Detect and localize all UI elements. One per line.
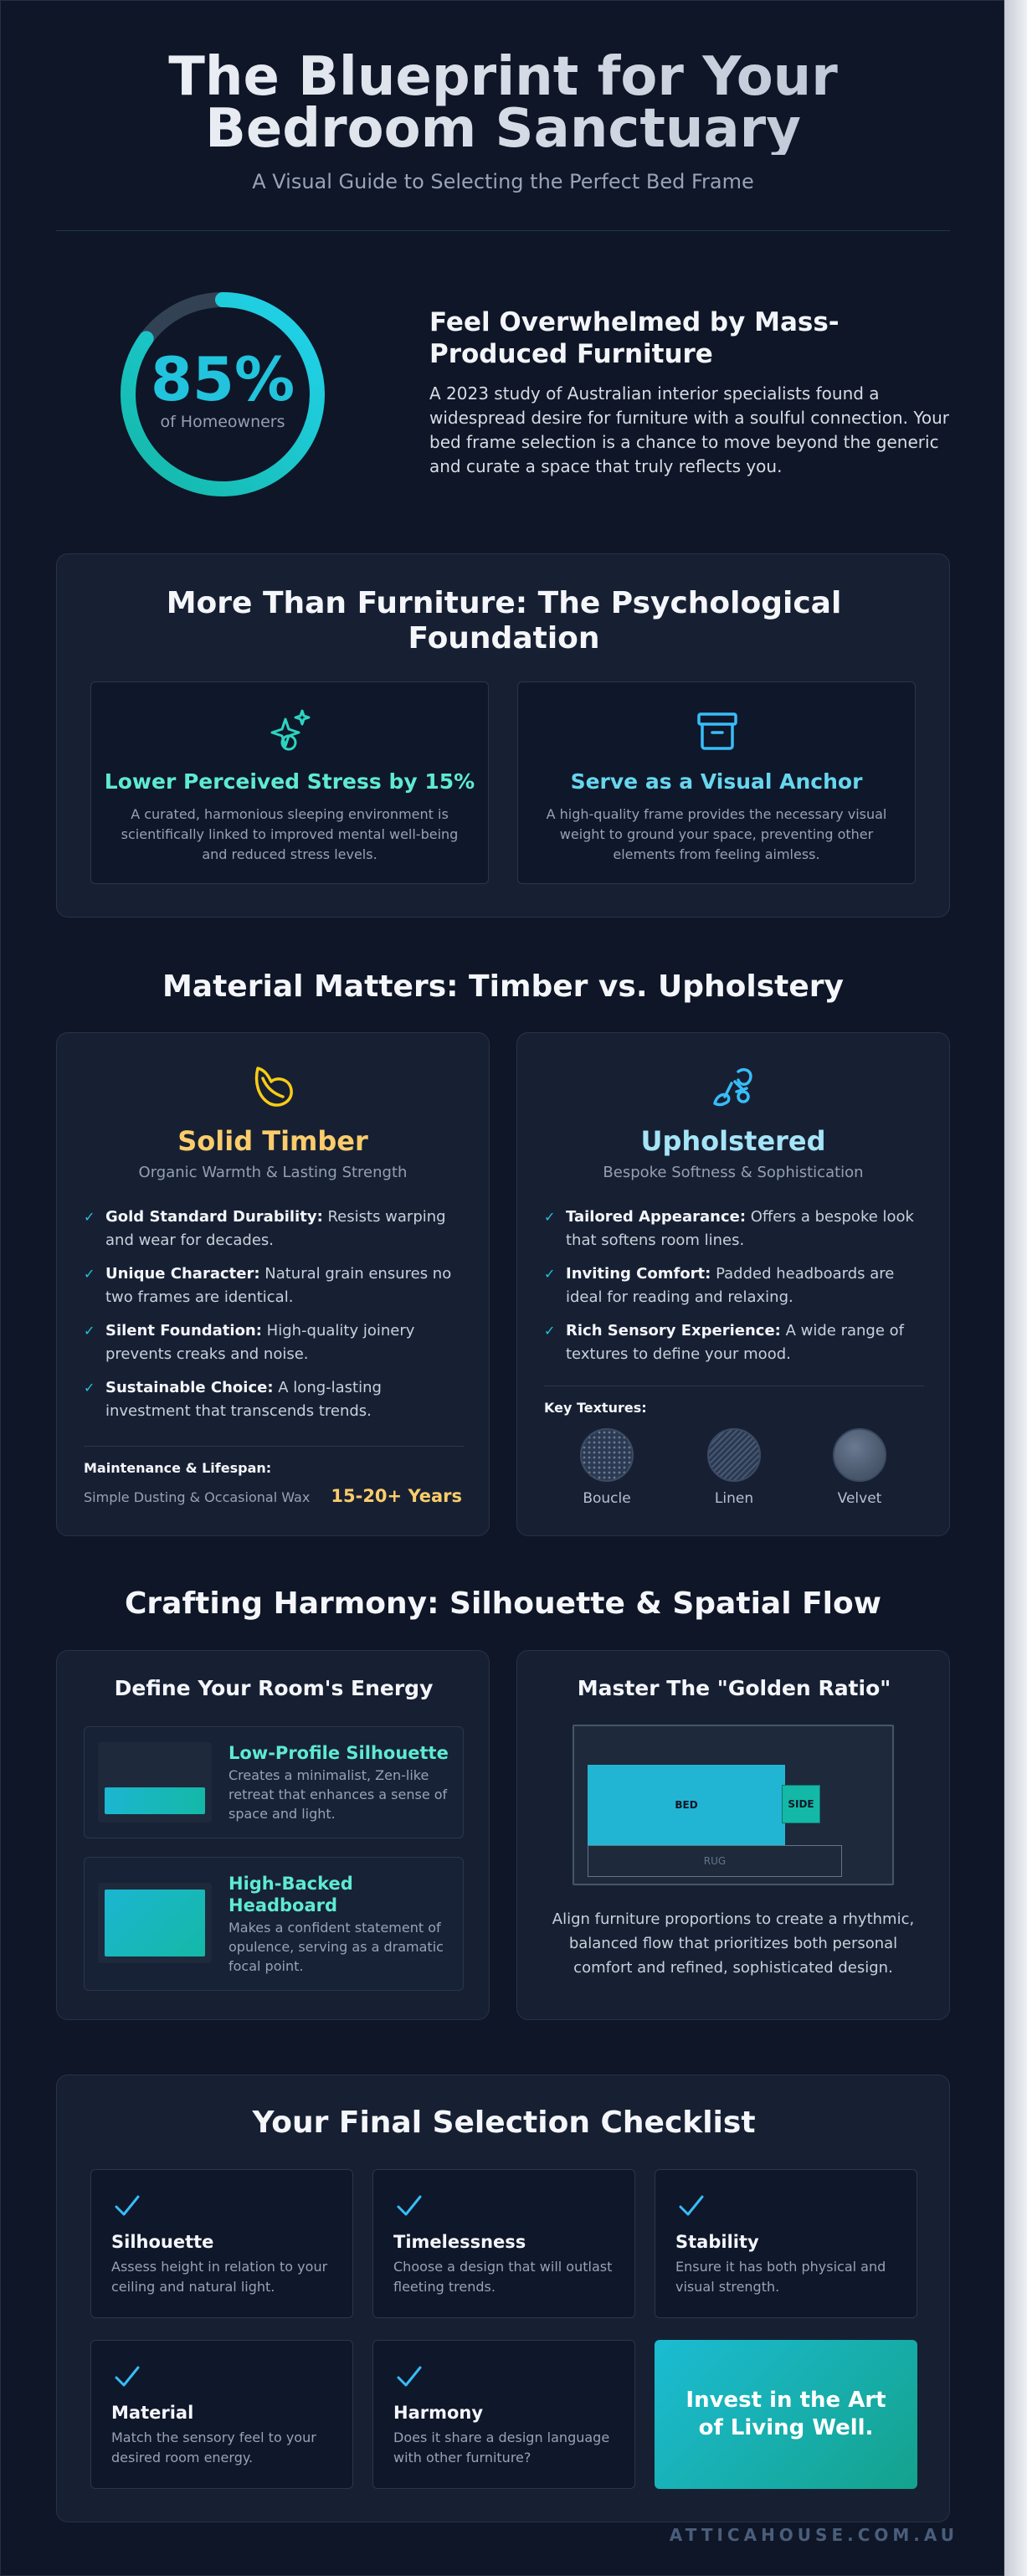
velvet-swatch bbox=[833, 1428, 886, 1482]
benefit-text: Natural grain ensures no two frames are identical. bbox=[105, 1265, 452, 1306]
list-item bbox=[84, 1376, 464, 1423]
psych-card-text: A high-quality frame provides the necessary visual weight to ground your space, preventing other elements from feeling aimless. bbox=[546, 806, 887, 862]
list-item bbox=[544, 1262, 924, 1309]
list-item bbox=[84, 1206, 464, 1252]
checklist-item-material bbox=[90, 2340, 353, 2489]
sparkles-icon bbox=[264, 704, 317, 758]
benefit-title: Unique Character: bbox=[105, 1265, 260, 1283]
checklist-item-text: Ensure it has both physical and visual strength. bbox=[675, 2259, 886, 2295]
leaf-icon bbox=[246, 1058, 301, 1113]
checklist-item-harmony bbox=[372, 2340, 635, 2489]
bed-block bbox=[588, 1765, 785, 1845]
boucle-swatch bbox=[580, 1428, 634, 1482]
psych-card-text: A curated, harmonious sleeping environment is scientifically linked to improved mental well-being and reduced stress levels. bbox=[121, 806, 459, 862]
intro-heading: Feel Overwhelmed by Mass-Produced Furniture bbox=[429, 307, 840, 369]
rug-block bbox=[588, 1845, 842, 1877]
checklist-item-title: Timelessness bbox=[393, 2232, 526, 2252]
side-label: SIDE bbox=[788, 1798, 814, 1810]
benefit-title: Silent Foundation: bbox=[105, 1322, 262, 1339]
lifespan-value: 15-20+ Years bbox=[331, 1486, 462, 1506]
benefit-text: A wide range of textures to define your mood. bbox=[566, 1322, 904, 1363]
benefit-text: A long-lasting investment that transcends trends. bbox=[105, 1379, 382, 1420]
benefit-text: High-quality joinery prevents creaks and noise. bbox=[105, 1322, 415, 1363]
side-table-block bbox=[782, 1785, 820, 1823]
materials-title: Material Matters: Timber vs. Upholstery bbox=[162, 969, 845, 1004]
checklist-item-stability bbox=[655, 2169, 917, 2318]
checkmark-icon bbox=[113, 2363, 141, 2391]
textures-label: Key Textures: bbox=[544, 1400, 647, 1416]
check-icon: ✓ bbox=[544, 1266, 556, 1282]
benefit-title: Inviting Comfort: bbox=[566, 1265, 711, 1283]
psych-card-title: Lower Perceived Stress by 15% bbox=[104, 769, 475, 794]
upholstered-panel bbox=[516, 1032, 950, 1536]
timber-name: Solid Timber bbox=[177, 1125, 368, 1157]
benefit-text: Resists warping and wear for decades. bbox=[105, 1208, 446, 1249]
room-energy-title: Define Your Room's Energy bbox=[114, 1676, 434, 1700]
checklist-panel bbox=[56, 2075, 950, 2522]
room-energy-panel bbox=[56, 1650, 490, 2020]
benefit-title: Sustainable Choice: bbox=[105, 1379, 274, 1396]
checklist-item-text: Match the sensory feel to your desired room energy. bbox=[111, 2429, 316, 2465]
psych-card-stress bbox=[90, 681, 489, 884]
maintenance-text: Simple Dusting & Occasional Wax bbox=[84, 1489, 311, 1505]
harmony-title: Crafting Harmony: Silhouette & Spatial Flow bbox=[125, 1586, 881, 1621]
upholstered-benefits-list bbox=[544, 1206, 924, 1376]
linen-swatch bbox=[707, 1428, 761, 1482]
checklist-item-title: Harmony bbox=[393, 2403, 484, 2423]
upholstered-name: Upholstered bbox=[640, 1125, 826, 1157]
list-item bbox=[84, 1319, 464, 1366]
golden-ratio-panel bbox=[516, 1650, 950, 2020]
checklist-item-silhouette bbox=[90, 2169, 353, 2318]
checklist-item-text: Does it share a design language with other furniture? bbox=[393, 2429, 610, 2465]
checklist-title: Your Final Selection Checklist bbox=[252, 2106, 756, 2140]
check-icon: ✓ bbox=[544, 1323, 556, 1339]
cta-banner: Invest in the Art of Living Well. bbox=[655, 2340, 917, 2489]
hero-divider bbox=[56, 230, 950, 231]
checklist-item-text: Choose a design that will outlast fleeting trends. bbox=[393, 2259, 613, 2295]
room-layout-diagram bbox=[573, 1725, 894, 1885]
high-back-card bbox=[84, 1857, 464, 1991]
check-icon: ✓ bbox=[544, 1209, 556, 1225]
checkmark-icon bbox=[395, 2192, 424, 2220]
page-title: The Blueprint for Your Bedroom Sanctuary bbox=[51, 51, 955, 155]
list-item bbox=[84, 1262, 464, 1309]
footer-domain: ATTICAHOUSE.COM.AU bbox=[669, 2525, 958, 2545]
golden-ratio-title: Master The "Golden Ratio" bbox=[577, 1676, 891, 1700]
benefit-text: Offers a bespoke look that softens room lines. bbox=[566, 1208, 914, 1249]
psych-card-title: Serve as a Visual Anchor bbox=[570, 769, 863, 794]
intro-text: A 2023 study of Australian interior specialists found a widespread desire for furniture with a soulful connection. Your bed frame selection is a chance to move beyond the generic and curate a space that truly reflects you. bbox=[429, 383, 950, 476]
psychology-title: More Than Furniture: The Psychological Foundation bbox=[166, 586, 842, 656]
list-item bbox=[544, 1206, 924, 1252]
page-subtitle: A Visual Guide to Selecting the Perfect Bed Frame bbox=[252, 170, 754, 193]
checklist-item-title: Stability bbox=[675, 2232, 759, 2252]
texture-label: Velvet bbox=[837, 1490, 882, 1507]
checkmark-icon bbox=[113, 2192, 141, 2220]
silhouette-title: High-Backed Headboard bbox=[229, 1874, 353, 1915]
silhouette-title: Low-Profile Silhouette bbox=[229, 1743, 449, 1763]
silhouette-text: Creates a minimalist, Zen-like retreat that enhances a sense of space and light. bbox=[229, 1767, 448, 1822]
low-profile-illustration bbox=[98, 1742, 212, 1823]
check-icon: ✓ bbox=[84, 1380, 95, 1396]
check-icon: ✓ bbox=[84, 1323, 95, 1339]
brush-icon bbox=[706, 1058, 762, 1113]
checklist-item-title: Silhouette bbox=[111, 2232, 214, 2252]
checkmark-icon bbox=[395, 2363, 424, 2391]
checkmark-icon bbox=[677, 2192, 706, 2220]
archive-box-icon bbox=[691, 704, 744, 758]
rug-label: RUG bbox=[703, 1855, 727, 1867]
checklist-item-timelessness bbox=[372, 2169, 635, 2318]
high-bed-shape bbox=[105, 1890, 205, 1956]
texture-label: Linen bbox=[714, 1490, 754, 1507]
low-profile-card bbox=[84, 1726, 464, 1838]
timber-tagline: Organic Warmth & Lasting Strength bbox=[138, 1164, 408, 1181]
checklist-item-text: Assess height in relation to your ceiling and natural light. bbox=[111, 2259, 328, 2295]
upholstered-tagline: Bespoke Softness & Sophistication bbox=[603, 1164, 864, 1181]
maintenance-label: Maintenance & Lifespan: bbox=[84, 1460, 272, 1476]
low-bed-shape bbox=[105, 1787, 205, 1814]
texture-label: Boucle bbox=[583, 1490, 631, 1507]
timber-divider bbox=[84, 1446, 464, 1447]
benefit-title: Gold Standard Durability: bbox=[105, 1208, 323, 1226]
check-icon: ✓ bbox=[84, 1209, 95, 1225]
bed-label: BED bbox=[675, 1799, 698, 1811]
high-back-illustration bbox=[98, 1883, 212, 1963]
timber-benefits-list bbox=[84, 1206, 464, 1433]
list-item bbox=[544, 1319, 924, 1366]
psych-card-anchor bbox=[517, 681, 916, 884]
benefit-title: Tailored Appearance: bbox=[566, 1208, 747, 1226]
golden-ratio-text: Align furniture proportions to create a rhythmic, balanced flow that prioritizes both personal comfort and refined, sophisticated design. bbox=[552, 1910, 915, 1977]
checklist-item-title: Material bbox=[111, 2403, 194, 2423]
stat-value: 85% bbox=[150, 344, 295, 414]
silhouette-text: Makes a confident statement of opulence, serving as a dramatic focal point. bbox=[229, 1920, 444, 1974]
check-icon: ✓ bbox=[84, 1266, 95, 1282]
stat-caption: of Homeowners bbox=[160, 413, 285, 431]
page-shadow bbox=[1004, 0, 1027, 2576]
benefit-title: Rich Sensory Experience: bbox=[566, 1322, 781, 1339]
benefit-text: Padded headboards are ideal for reading and relaxing. bbox=[566, 1265, 895, 1306]
psychology-panel bbox=[56, 553, 950, 918]
timber-panel bbox=[56, 1032, 490, 1536]
